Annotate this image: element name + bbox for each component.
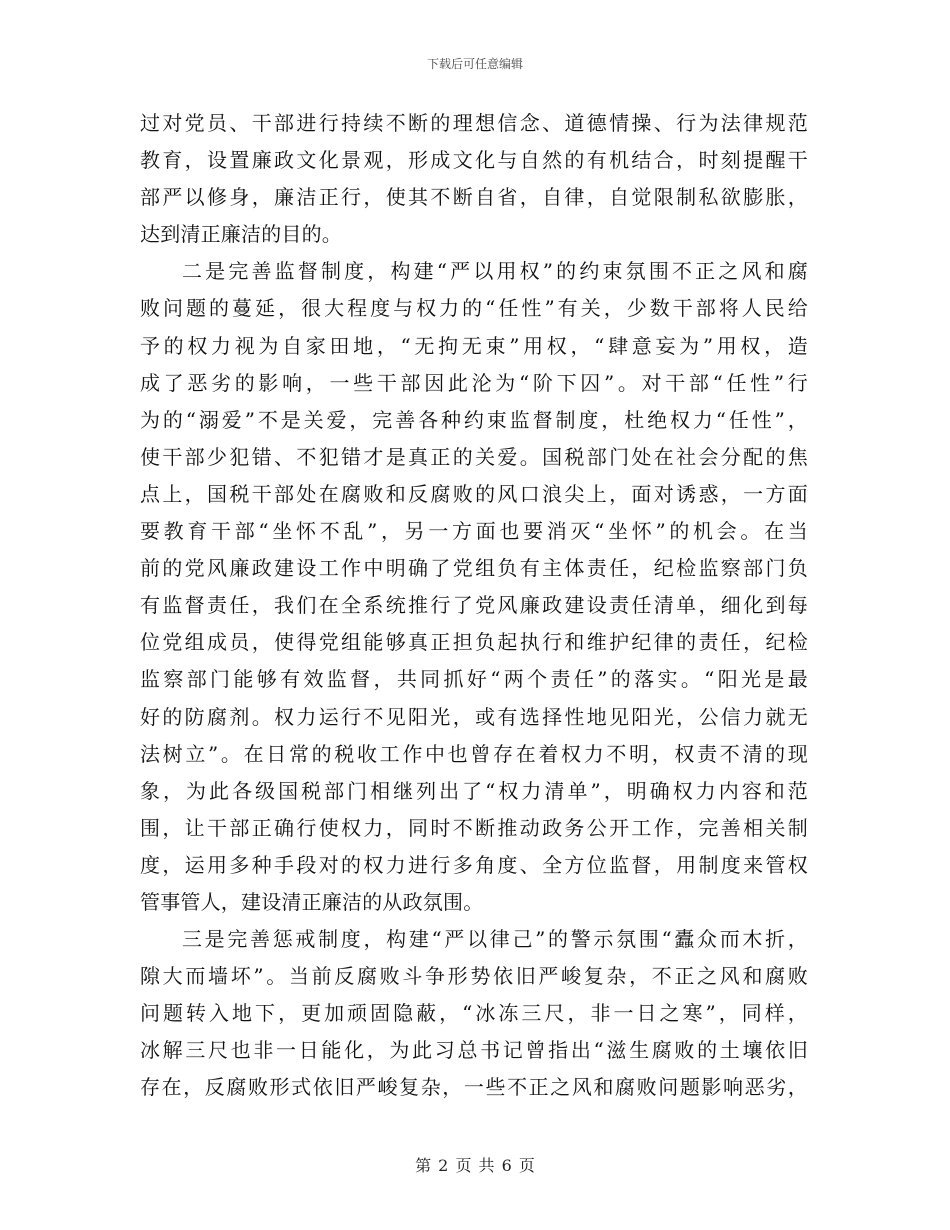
body-text <box>140 105 808 1107</box>
text-line: 存在，反腐败形式依旧严峻复杂，一些不正之风和腐败问题影响恶劣， <box>140 1075 808 1100</box>
text-line: 部严以修身，廉洁正行，使其不断自省，自律，自觉限制私欲膨胀， <box>140 185 808 210</box>
paragraph-start-line: 三是完善惩戒制度，构建“严以律己”的警示氛围“蠹众而木折， <box>182 927 808 952</box>
text-line: 予的权力视为自家田地，“无拘无束”用权，“肆意妄为”用权，造 <box>140 333 808 358</box>
text-line: 教育，设置廉政文化景观，形成文化与自然的有机结合，时刻提醒干 <box>140 148 808 173</box>
text-line: 象，为此各级国税部门相继列出了“权力清单”，明确权力内容和范 <box>140 778 808 803</box>
text-line: 达到清正廉洁的目的。 <box>140 222 342 247</box>
text-line: 有监督责任，我们在全系统推行了党风廉政建设责任清单，细化到每 <box>140 593 808 618</box>
text-line: 要教育干部“坐怀不乱”，另一方面也要消灭“坐怀”的机会。在当 <box>140 519 808 544</box>
page-header: 下载后可任意编辑 <box>426 57 523 71</box>
text-line: 为的“溺爱”不是关爱，完善各种约束监督制度，杜绝权力“任性”， <box>140 407 808 432</box>
text-line: 过对党员、干部进行持续不断的理想信念、道德情操、行为法律规范 <box>140 111 808 135</box>
text-line: 隙大而墙坏”。当前反腐败斗争形势依旧严峻复杂，不正之风和腐败 <box>140 964 808 989</box>
paragraph-start-line: 二是完善监督制度，构建“严以用权”的约束氛围不正之风和腐 <box>182 259 808 284</box>
text-line: 法树立”。在日常的税收工作中也曾存在着权力不明，权责不清的现 <box>140 741 808 766</box>
page-footer: 第 2 页 共 6 页 <box>415 1156 535 1175</box>
text-line: 前的党风廉政建设工作中明确了党组负有主体责任，纪检监察部门负 <box>140 556 808 581</box>
text-line: 位党组成员，使得党组能够真正担负起执行和维护纪律的责任，纪检 <box>140 630 808 655</box>
text-line: 使干部少犯错、不犯错才是真正的关爱。国税部门处在社会分配的焦 <box>140 444 808 469</box>
text-line: 围，让干部正确行使权力，同时不断推动政务公开工作，完善相关制 <box>140 815 808 840</box>
text-line: 败问题的蔓延，很大程度与权力的“任性”有关，少数干部将人民给 <box>140 296 808 321</box>
text-line: 监察部门能够有效监督，共同抓好“两个责任”的落实。“阳光是最 <box>140 667 808 692</box>
text-line: 度，运用多种手段对的权力进行多角度、全方位监督，用制度来管权 <box>140 852 808 877</box>
text-line: 问题转入地下，更加顽固隐蔽，“冰冻三尺，非一日之寒”，同样， <box>140 1001 808 1026</box>
text-line: 管事管人，建设清正廉洁的从政氛围。 <box>140 889 484 914</box>
text-line: 成了恶劣的影响，一些干部因此沦为“阶下囚”。对干部“任性”行 <box>140 370 808 395</box>
text-line: 好的防腐剂。权力运行不见阳光，或有选择性地见阳光，公信力就无 <box>140 704 808 729</box>
text-line: 冰解三尺也非一日能化，为此习总书记曾指出“滋生腐败的土壤依旧 <box>140 1038 808 1063</box>
text-line: 点上，国税干部处在腐败和反腐败的风口浪尖上，面对诱惑，一方面 <box>140 481 808 506</box>
